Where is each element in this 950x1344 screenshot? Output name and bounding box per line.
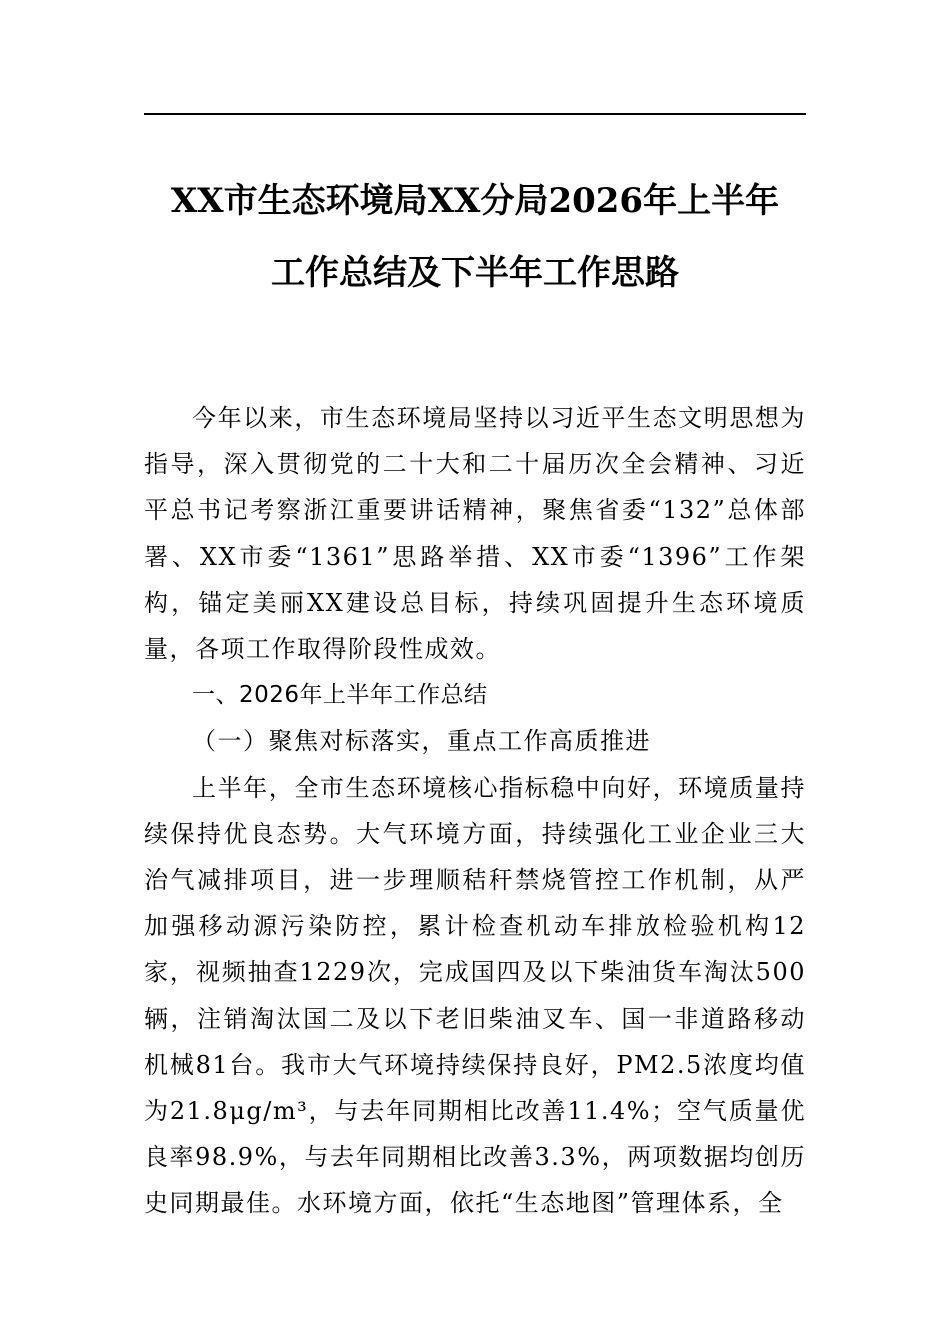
section-heading: 一、2026年上半年工作总结: [192, 682, 488, 709]
document-body: [144, 395, 806, 1227]
document-title: [144, 165, 806, 309]
subsection-paragraph: 上半年，全市生态环境核心指标稳中向好，环境质量持续保持优良态势。大气环境方面，持续强化工业企业三大治气减排项目，进一步理顺秸秆禁烧管控工作机制，从严加强移动源污染防控，累计检查机动车排放检验机构12家，视频抽查1229次，完成国四及以下柴油货车淘汰500辆，注销淘汰国二及以下老旧柴油叉车、国一非道路移动机械81台。我市大气环境持续保持良好，PM2.5浓度均值为21.8μg/m³，与去年同期相比改善11.4%；空气质量优良率98.9%，与去年同期相比改善3.3%，两项数据均创历史同期最佳。水环境方面，依托“生态地图”管理体系，全: [144, 773, 806, 1218]
subsection-heading: （一）聚焦对标落实，重点工作高质推进: [192, 727, 651, 756]
intro-paragraph: 今年以来，市生态环境局坚持以习近平生态文明思想为指导，深入贯彻党的二十大和二十届历次全会精神、习近平总书记考察浙江重要讲话精神，聚焦省委“132”总体部署、XX市委“1361”思路举措、XX市委“1396”工作架构，锚定美丽XX建设总目标，持续巩固提升生态环境质量，各项工作取得阶段性成效。: [144, 404, 806, 664]
title-line-1: XX市生态环境局XX分局2026年上半年: [170, 181, 780, 221]
header-rule: [144, 113, 806, 115]
title-line-2: 工作总结及下半年工作思路: [271, 253, 679, 293]
